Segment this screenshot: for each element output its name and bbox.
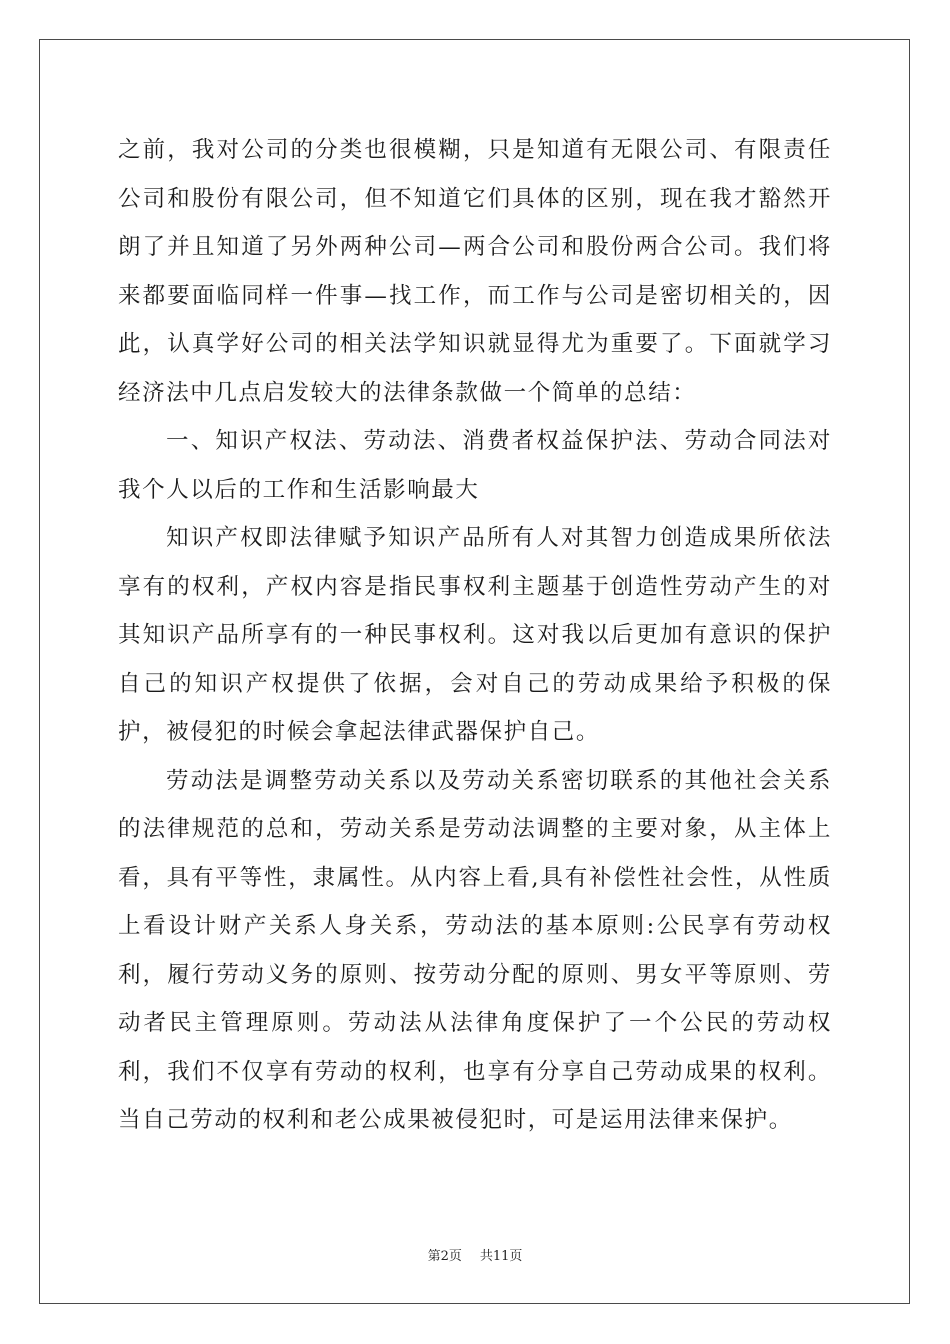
paragraph-intellectual-property: 知识产权即法律赋予知识产品所有人对其智力创造成果所依法享有的权利，产权内容是指民事权利主题基于创造性劳动产生的对其知识产品所享有的一种民事权利。这对我以后更加有意识的保护自己的知识产权提供了依据，会对自己的劳动成果给予积极的保护，被侵犯的时候会拿起法律武器保护自己。 xyxy=(118,525,832,745)
paragraph-intro: 之前，我对公司的分类也很模糊，只是知道有无限公司、有限责任公司和股份有限公司，但不知道它们具体的区别，现在我才豁然开朗了并且知道了另外两种公司—两合公司和股份两合公司。我们将来都要面临同样一件事—找工作，而工作与公司是密切相关的，因此，认真学好公司的相关法学知识就显得尤为重要了。下面就学习经济法中几点启发较大的法律条款做一个简单的总结： xyxy=(118,137,832,406)
section-heading-1: 一、知识产权法、劳动法、消费者权益保护法、劳动合同法对我个人以后的工作和生活影响最大 xyxy=(118,428,832,503)
paragraph-labor-law: 劳动法是调整劳动关系以及劳动关系密切联系的其他社会关系的法律规范的总和，劳动关系是劳动法调整的主要对象，从主体上看，具有平等性，隶属性。从内容上看,具有补偿性社会性，从性质上看设计财产关系人身关系，劳动法的基本原则:公民享有劳动权利，履行劳动义务的原则、按劳动分配的原则、男女平等原则、劳动者民主管理原则。劳动法从法律角度保护了一个公民的劳动权利，我们不仅享有劳动的权利，也享有分享自己劳动成果的权利。当自己劳动的权利和老公成果被侵犯时，可是运用法律来保护。 xyxy=(118,767,832,1133)
page-number: 第2页 xyxy=(427,1249,462,1264)
document-body xyxy=(118,126,832,1145)
page-footer xyxy=(0,1245,950,1264)
page-total: 共11页 xyxy=(479,1249,523,1264)
